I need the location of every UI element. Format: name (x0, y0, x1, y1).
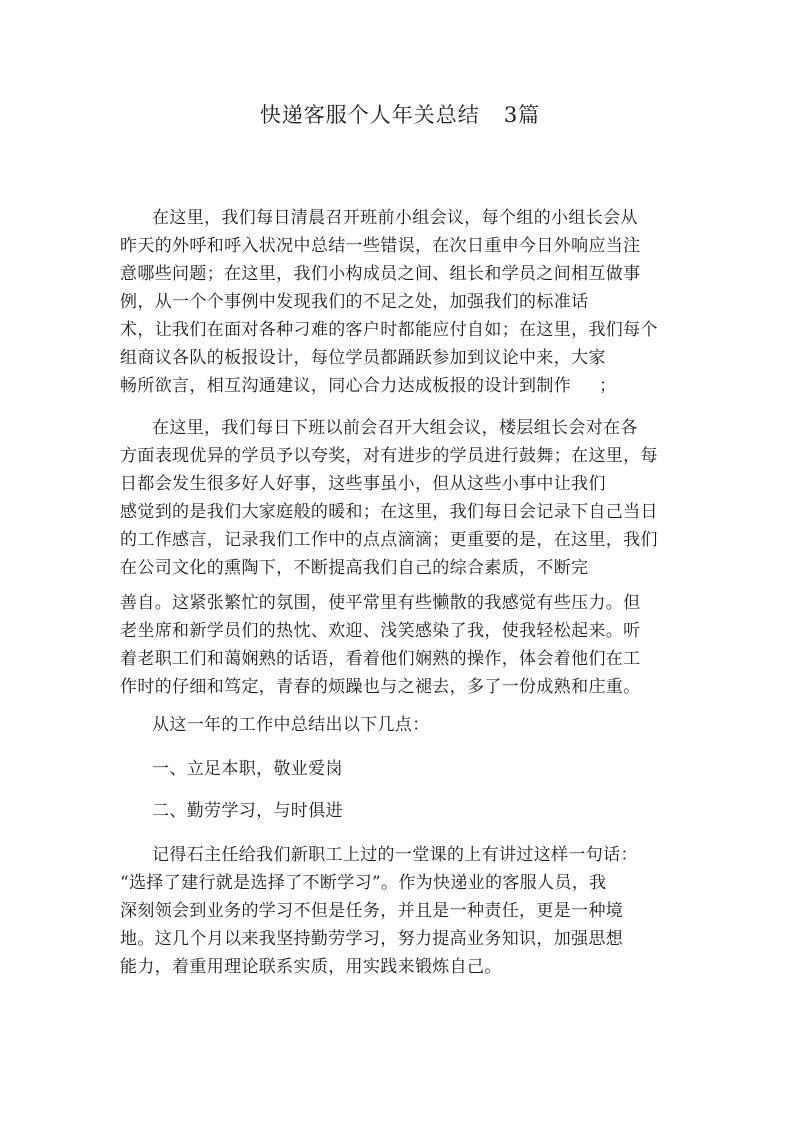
paragraph-line: 在公司文化的熏陶下，不断提高我们自己的综合素质，不断完 (120, 558, 589, 578)
paragraph-line: 意哪些问题；在这里，我们小构成员之间、组长和学员之间相互做事 (120, 264, 641, 284)
paragraph-line: 术，让我们在面对各种刁难的客户时都能应付自如；在这里，我们每个 (120, 320, 658, 340)
paragraph-line: 老坐席和新学员们的热忱、欢迎、浅笑感染了我，使我轻松起来。听 (120, 621, 641, 641)
paragraph-line: 例，从一个个事例中发现我们的不足之处，加强我们的标准话 (120, 292, 589, 312)
paragraph-line: 记得石主任给我们新职工上过的一堂课的上有讲过这样一句话： (152, 845, 638, 865)
paragraph-tail-punct: ； (599, 376, 617, 396)
title-main: 快递客服个人年关总结 (259, 103, 480, 127)
paragraph-line: 地。这几个月以来我坚持勤劳学习，努力提高业务知识，加强思想 (120, 929, 624, 949)
paragraph-line: 在这里，我们每日清晨召开班前小组会议，每个组的小组长会从 (152, 208, 638, 228)
list-item-2: 二、勤劳学习，与时俱进 (152, 801, 343, 821)
paragraph-line: 着老职工们和蔼娴熟的话语，看着他们娴熟的操作，体会着他们在工 (120, 649, 641, 669)
document-title (0, 100, 800, 130)
paragraph-line: 能力，着重用理论联系实质，用实践来锻炼自己。 (120, 957, 502, 977)
paragraph-line-last (120, 373, 616, 399)
paragraph-line: 昨天的外呼和呼入状况中总结一些错误，在次日重申今日外响应当注 (120, 236, 641, 256)
paragraph-line: 感觉到的是我们大家庭般的暖和；在这里，我们每日会记录下自己当日 (120, 502, 658, 522)
paragraph-3: 从这一年的工作中总结出以下几点： (152, 715, 430, 735)
paragraph-line: 组商议各队的板报设计，每位学员都踊跃参加到议论中来，大家 (120, 348, 606, 368)
paragraph-line: 善自。这紧张繁忙的氛围，使平常里有些懒散的我感觉有些压力。但 (120, 593, 641, 613)
paragraph-line: 日都会发生很多好人好事，这些事虽小，但从这些小事中让我们 (120, 474, 606, 494)
list-item-1: 一、立足本职，敬业爱岗 (152, 759, 343, 779)
paragraph-line: “选择了建行就是选择了不断学习”。作为快递业的客服人员，我 (120, 873, 607, 893)
paragraph-line: 作时的仔细和笃定，青春的烦躁也与之褪去，多了一份成熟和庄重。 (120, 677, 641, 697)
paragraph-text: 畅所欲言，相互沟通建议，同心合力达成板报的设计到制作 (120, 376, 572, 396)
paragraph-line: 的工作感言，记录我们工作中的点点滴滴；更重要的是，在这里，我们 (120, 530, 658, 550)
title-count: 3篇 (503, 103, 541, 127)
paragraph-line: 深刻领会到业务的学习不但是任务，并且是一种责任，更是一种境 (120, 901, 624, 921)
paragraph-line: 在这里，我们每日下班以前会召开大组会议，楼层组长会对在各 (152, 418, 638, 438)
paragraph-line: 方面表现优异的学员予以夸奖，对有进步的学员进行鼓舞；在这里，每 (120, 446, 658, 466)
